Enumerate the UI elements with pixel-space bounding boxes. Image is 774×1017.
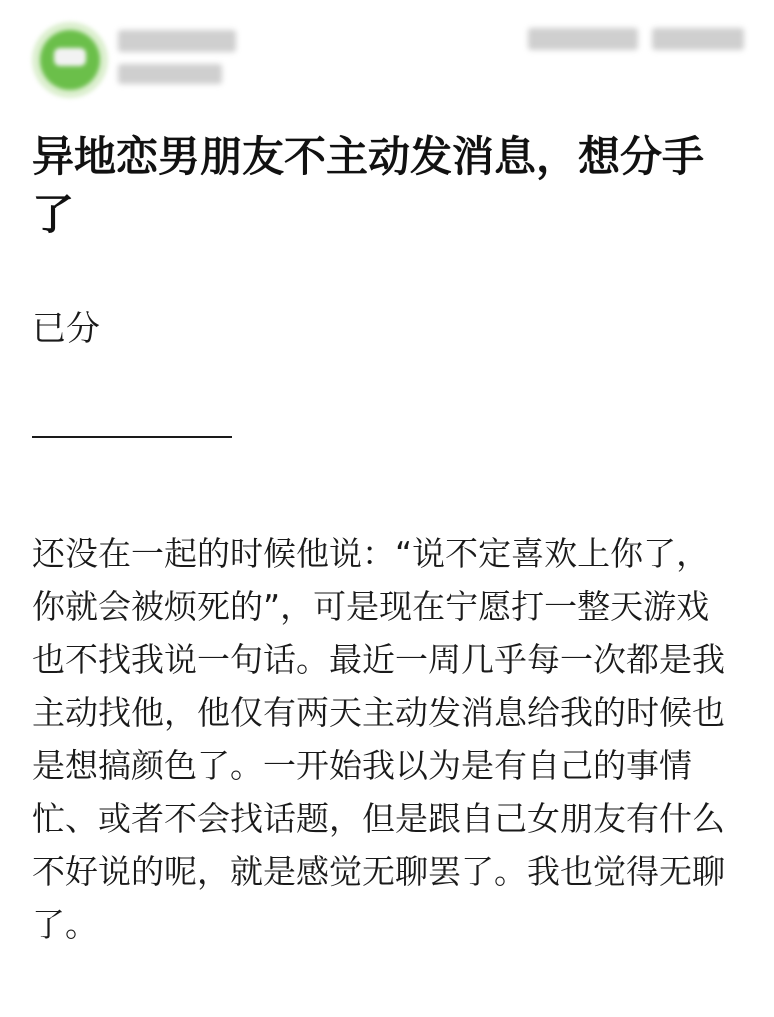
- section-divider: [32, 436, 232, 438]
- avatar[interactable]: [32, 22, 108, 98]
- post-date-redacted: [528, 28, 638, 50]
- author-nickname-redacted[interactable]: [118, 30, 236, 52]
- post-title: 异地恋男朋友不主动发消息，想分手了: [32, 132, 705, 239]
- post-time-redacted: [652, 28, 744, 50]
- avatar-face: [54, 48, 86, 66]
- post-body: 还没在一起的时候他说：“说不定喜欢上你了，你就会被烦死的”，可是现在宁愿打一整天游戏也不找我说一句话。最近一周几乎每一次都是我主动找他，他仅有两天主动发消息给我的时候也是想搞颜色了。一开始我以为是有自己的事情忙、或者不会找话题，但是跟自己女朋友有什么不好说的呢，就是感觉无聊罢了。我也觉得无聊了。: [32, 534, 725, 944]
- post-status: 已分: [32, 309, 100, 349]
- post-header: [0, 0, 774, 110]
- author-subtitle-redacted: [118, 64, 222, 84]
